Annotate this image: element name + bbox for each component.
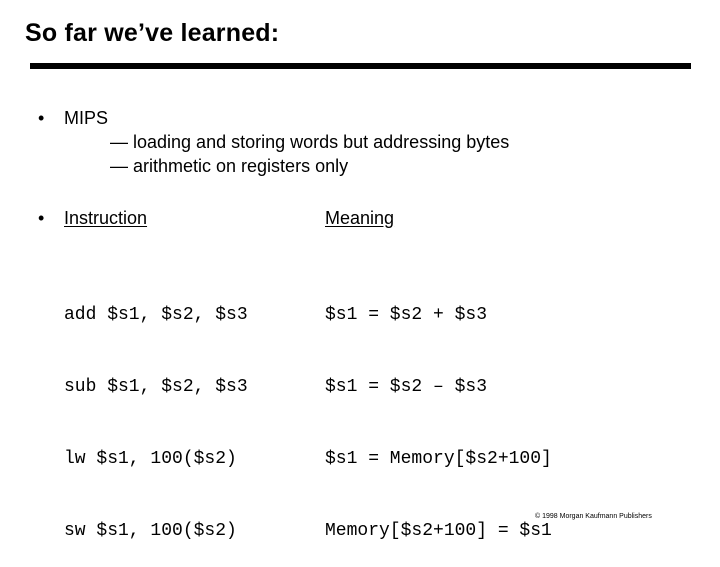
title-divider: [30, 63, 691, 69]
meaning-sw: Memory[$s2+100] = $s1: [325, 521, 552, 541]
instruction-header: Instruction: [64, 208, 148, 228]
meaning-add: $s1 = $s2 + $s3: [325, 305, 488, 325]
instruction-lw: lw $s1, 100($s2): [64, 449, 237, 469]
slide-title: So far we’ve learned:: [25, 19, 280, 47]
instruction-column: [64, 255, 248, 567]
mips-label: MIPS: [64, 108, 109, 128]
mips-point-1: — loading and storing words but addressing bytes: [110, 132, 510, 152]
instruction-sub: sub $s1, $s2, $s3: [64, 377, 248, 397]
bullet-instruction: •: [38, 208, 45, 228]
meaning-column: [325, 255, 552, 567]
mips-point-2: — arithmetic on registers only: [110, 156, 349, 176]
bullet-mips: •: [38, 108, 45, 128]
copyright-notice: © 1998 Morgan Kaufmann Publishers: [535, 513, 652, 520]
meaning-sub: $s1 = $s2 – $s3: [325, 377, 488, 397]
meaning-header: Meaning: [325, 208, 395, 228]
instruction-sw: sw $s1, 100($s2): [64, 521, 237, 541]
meaning-lw: $s1 = Memory[$s2+100]: [325, 449, 552, 469]
instruction-add: add $s1, $s2, $s3: [64, 305, 248, 325]
